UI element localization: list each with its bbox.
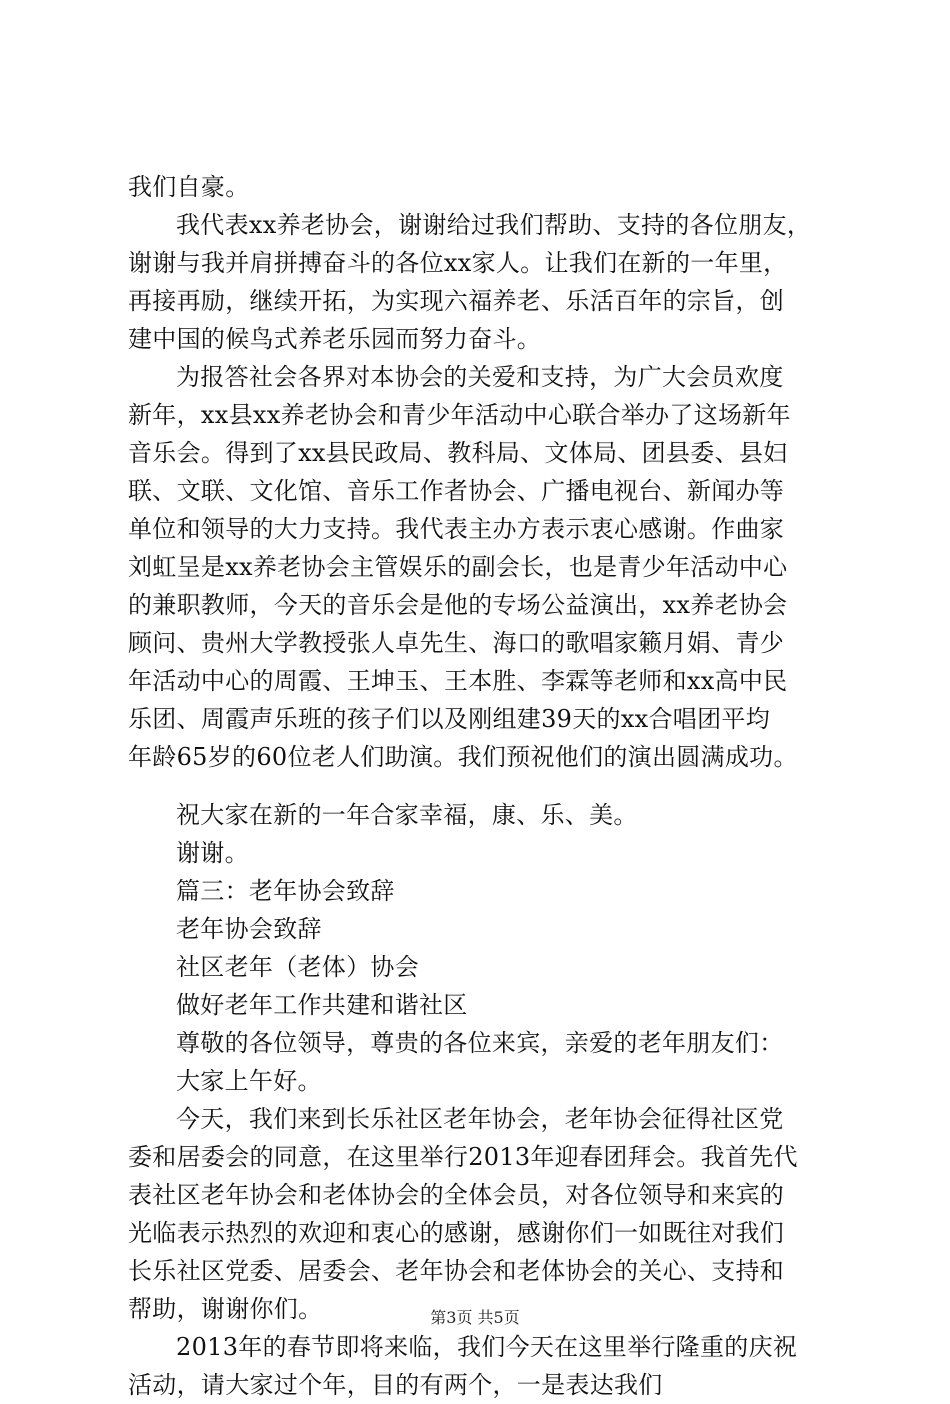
paragraph-start-line: 祝大家在新的一年合家幸福，康、乐、美。	[176, 801, 638, 829]
text-line: 长乐社区党委、居委会、老年协会和老体协会的关心、支持和	[128, 1257, 785, 1285]
text-line: 刘虹呈是xx养老协会主管娱乐的副会长，也是青少年活动中心	[128, 553, 788, 581]
text-line: 顾问、贵州大学教授张人卓先生、海口的歌唱家籁月娟、青少	[128, 629, 785, 657]
text-line: 委和居委会的同意，在这里举行2013年迎春团拜会。我首先代	[128, 1143, 798, 1171]
text-line: 年活动中心的周霞、王坤玉、王本胜、李霖等老师和xx高中民	[128, 667, 788, 695]
page-number-footer: 第3页 共5页	[430, 1308, 520, 1327]
paragraph-start-line: 为报答社会各界对本协会的关爱和支持，为广大会员欢度	[176, 363, 784, 391]
text-line: 活动，请大家过个年，目的有两个，一是表达我们	[128, 1371, 663, 1399]
paragraph-start-line: 谢谢。	[176, 839, 249, 867]
section-title: 老年协会致辞	[176, 915, 322, 943]
paragraph-start-line: 2013年的春节即将来临，我们今天在这里举行隆重的庆祝	[176, 1333, 798, 1361]
text-line: 再接再励，继续开拓，为实现六福养老、乐活百年的宗旨，创	[128, 287, 785, 315]
text-line: 建中国的候鸟式养老乐园而努力奋斗。	[128, 325, 542, 353]
text-line: 单位和领导的大力支持。我代表主办方表示衷心感谢。作曲家	[128, 515, 785, 543]
text-line: 表社区老年协会和老体协会的全体会员，对各位领导和来宾的	[128, 1181, 785, 1209]
text-line: 新年，xx县xx养老协会和青少年活动中心联合举办了这场新年	[128, 401, 791, 429]
section-subtitle: 社区老年（老体）协会	[176, 953, 419, 981]
section-heading: 篇三：老年协会致辞	[176, 877, 395, 905]
text-line: 帮助，谢谢你们。	[128, 1295, 323, 1323]
text-line: 联、文联、文化馆、音乐工作者协会、广播电视台、新闻办等	[128, 477, 785, 505]
text-line: 年龄65岁的60位老人们助演。我们预祝他们的演出圆满成功。	[128, 743, 798, 771]
text-line: 的兼职教师，今天的音乐会是他的专场公益演出，xx养老协会	[128, 591, 788, 619]
salutation-line: 尊敬的各位领导，尊贵的各位来宾，亲爱的老年朋友们：	[176, 1029, 784, 1057]
document-body	[128, 168, 828, 1404]
text-line: 音乐会。得到了xx县民政局、教科局、文体局、团县委、县妇	[128, 439, 788, 467]
text-line: 乐团、周霞声乐班的孩子们以及刚组建39天的xx合唱团平均	[128, 705, 771, 733]
paragraph-start-line: 我代表xx养老协会，谢谢给过我们帮助、支持的各位朋友，	[176, 211, 812, 239]
paragraph-gap	[128, 776, 828, 796]
text-line: 我们自豪。	[128, 173, 250, 201]
text-line: 光临表示热烈的欢迎和衷心的感谢，感谢你们一如既往对我们	[128, 1219, 785, 1247]
text-line: 谢谢与我并肩拼搏奋斗的各位xx家人。让我们在新的一年里，	[128, 249, 788, 277]
paragraph-start-line: 今天，我们来到长乐社区老年协会，老年协会征得社区党	[176, 1105, 784, 1133]
greeting-line: 大家上午好。	[176, 1067, 322, 1095]
section-subtitle: 做好老年工作共建和谐社区	[176, 991, 468, 1019]
